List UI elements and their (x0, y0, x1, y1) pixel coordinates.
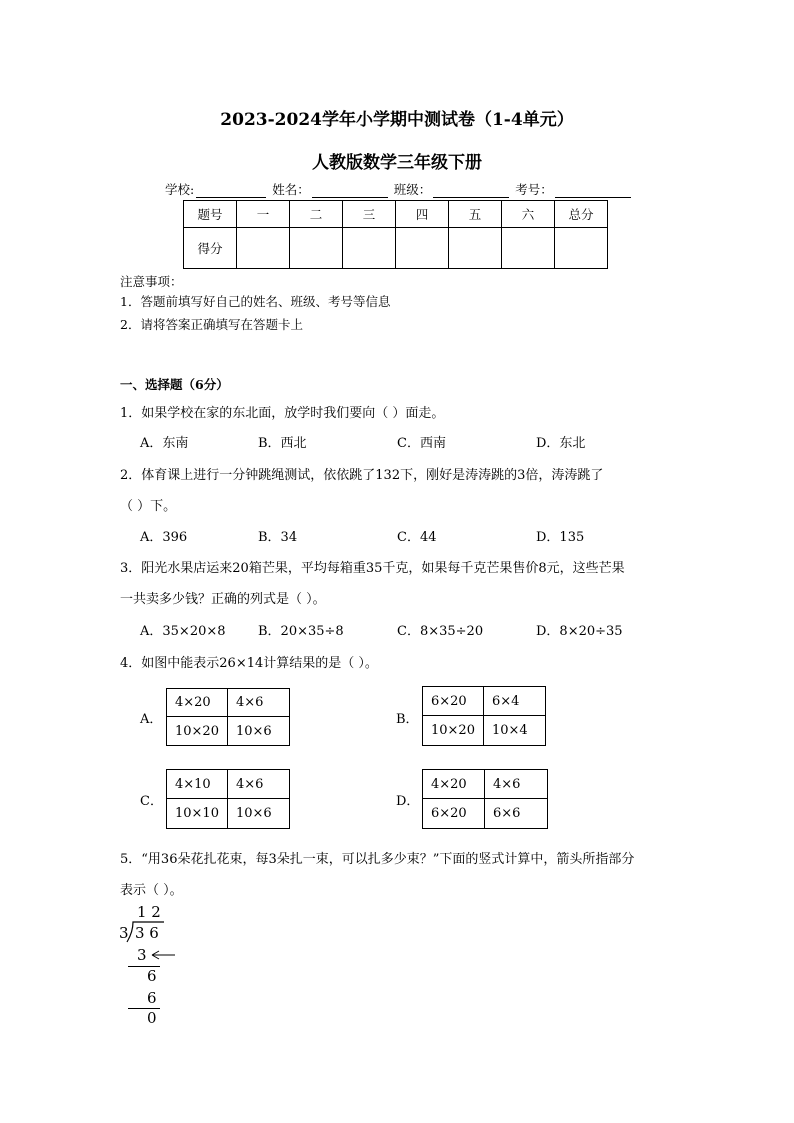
exam-no-field[interactable] (555, 184, 631, 198)
question-4-option-c-grid[interactable] (166, 769, 290, 829)
question-2-option-a[interactable]: A．396 (140, 530, 188, 545)
grid-cell: 4×6 (228, 689, 289, 717)
question-5-text: 5．“用36朵花扎花束，每3朵扎一束，可以扎多少束？”下面的竖式计算中，箭头所指部分 (120, 852, 635, 867)
notes-item: 2．请将答案正确填写在答题卡上 (120, 317, 303, 332)
section-heading: 一、选择题（6分） (120, 377, 229, 392)
exam-no-label: 考号： (515, 182, 553, 197)
notes-item: 1．答题前填写好自己的姓名、班级、考号等信息 (120, 294, 391, 309)
score-cell[interactable] (502, 228, 555, 269)
question-1-option-c[interactable]: C．西南 (397, 436, 446, 451)
long-division-step1: 3 (137, 946, 147, 964)
grid-cell: 10×20 (167, 717, 228, 745)
class-field[interactable] (433, 184, 509, 198)
grid-cell: 4×6 (228, 770, 289, 799)
grid-cell: 6×20 (423, 687, 484, 716)
grid-cell: 6×20 (423, 799, 485, 828)
grid-cell: 4×10 (167, 770, 228, 799)
score-header-cell: 四 (396, 201, 449, 228)
school-field[interactable] (196, 184, 266, 198)
question-4-option-b-grid[interactable] (422, 686, 546, 746)
long-division-step2: 6 (147, 967, 157, 985)
question-5-text-cont: 表示（ ）。 (120, 883, 183, 898)
question-1-option-a[interactable]: A．东南 (140, 436, 189, 451)
question-2-text-cont: （ ）下。 (120, 499, 177, 514)
question-1-text: 1．如果学校在家的东北面，放学时我们要向（ ）面走。 (120, 406, 445, 421)
class-label: 班级： (393, 182, 432, 197)
question-2-option-b[interactable]: B．34 (258, 530, 298, 545)
score-header-cell: 五 (449, 201, 502, 228)
question-3-option-a[interactable]: A．35×20×8 (140, 624, 226, 639)
question-2-text: 2．体育课上进行一分钟跳绳测试，依依跳了132下，刚好是涛涛跳的3倍，涛涛跳了 (120, 468, 604, 483)
score-header-cell: 题号 (184, 201, 237, 228)
score-row-label: 得分 (184, 228, 237, 269)
grid-cell: 4×20 (423, 770, 485, 799)
question-1-option-b[interactable]: B．西北 (258, 436, 307, 451)
question-3-text: 3．阳光水果店运来20箱芒果，平均每箱重35千克，如果每千克芒果售价8元，这些芒果 (120, 561, 625, 576)
long-division-dividend: 3 6 (135, 924, 159, 942)
question-4-option-b-label[interactable]: B． (396, 712, 419, 727)
question-3-text-cont: 一共卖多少钱？正确的列式是（ ）。 (120, 592, 326, 607)
score-cell[interactable] (343, 228, 396, 269)
grid-cell: 10×6 (236, 723, 272, 739)
grid-cell: 10×4 (492, 723, 528, 738)
score-header-cell: 二 (290, 201, 343, 228)
question-4-option-a-label[interactable]: A． (140, 712, 163, 727)
long-division-remainder: 0 (147, 1009, 157, 1027)
score-cell[interactable] (237, 228, 290, 269)
grid-cell: 6×6 (493, 806, 521, 821)
grid-cell: 4×6 (485, 770, 547, 799)
grid-cell: 10×6 (236, 806, 272, 821)
question-4-option-d-grid[interactable] (422, 769, 548, 829)
question-4-option-a-grid[interactable] (166, 688, 290, 746)
grid-cell: 10×10 (167, 799, 228, 828)
score-table (183, 200, 608, 269)
score-cell[interactable] (449, 228, 502, 269)
score-header-cell: 一 (237, 201, 290, 228)
grid-cell: 10×20 (423, 716, 484, 745)
score-header-cell: 总分 (555, 201, 608, 228)
score-cell[interactable] (290, 228, 343, 269)
school-label: 学校: (165, 182, 195, 197)
score-cell[interactable] (555, 228, 608, 269)
notes-heading: 注意事项： (120, 274, 183, 289)
long-division-quotient: 1 2 (137, 903, 161, 921)
score-cell[interactable] (396, 228, 449, 269)
question-2-option-c[interactable]: C．44 (397, 530, 437, 545)
long-division-step3: 6 (147, 989, 157, 1007)
long-division-divisor: 3 (119, 924, 129, 942)
question-1-option-d[interactable]: D．东北 (536, 436, 586, 451)
left-arrow-icon (149, 948, 177, 962)
name-field[interactable] (312, 184, 388, 198)
question-4-option-c-label[interactable]: C． (140, 794, 163, 809)
student-info-line (165, 180, 637, 198)
exam-subtitle: 人教版数学三年级下册 (312, 153, 482, 173)
question-2-option-d[interactable]: D．135 (536, 530, 585, 545)
score-header-cell: 六 (502, 201, 555, 228)
question-3-option-c[interactable]: C．8×35÷20 (397, 624, 484, 639)
exam-title: 2023-2024学年小学期中测试卷（1-4单元） (220, 110, 574, 130)
grid-cell: 4×20 (167, 689, 228, 717)
question-4-text: 4．如图中能表示26×14计算结果的是（ ）。 (120, 656, 378, 671)
score-header-cell: 三 (343, 201, 396, 228)
question-4-option-d-label[interactable]: D． (396, 794, 420, 809)
name-label: 姓名： (272, 182, 310, 197)
question-3-option-b[interactable]: B．20×35÷8 (258, 624, 344, 639)
question-3-option-d[interactable]: D．8×20÷35 (536, 624, 623, 639)
grid-cell: 6×4 (484, 687, 545, 716)
